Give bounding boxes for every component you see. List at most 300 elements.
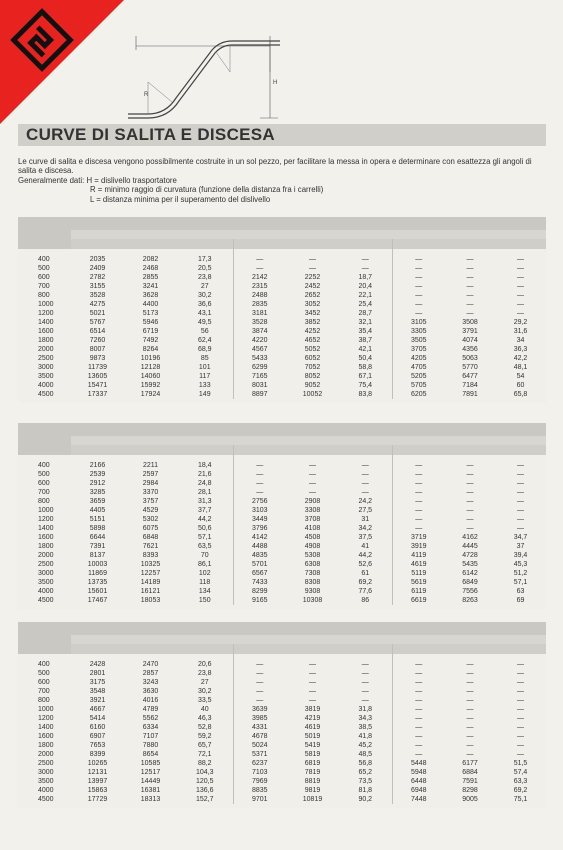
table-cell: 83,8	[339, 390, 392, 399]
table-cell: 7653	[71, 741, 124, 750]
table-cell: —	[495, 479, 546, 488]
table-cell: 5173	[124, 309, 177, 318]
table-cell: 3243	[124, 678, 177, 687]
table-cell: —	[445, 455, 495, 470]
diagram-label-h: H	[273, 80, 278, 86]
table-cell: 85	[177, 354, 233, 363]
angle-45-label	[445, 635, 495, 644]
angle-spacer	[233, 436, 286, 445]
table-spacer-row	[18, 804, 546, 808]
col-peso-header	[177, 445, 233, 455]
table-cell: 6644	[71, 533, 124, 542]
col-l-header	[233, 239, 286, 249]
angle-30-label	[286, 436, 339, 445]
intro-def-l: L = distanza minima per il superamento del dislivello	[90, 194, 271, 204]
table-cell: 57,4	[495, 768, 546, 777]
table-cell: 6848	[124, 533, 177, 542]
table-cell: 10308	[286, 596, 339, 605]
angle-spacer	[495, 635, 546, 644]
table-cell: —	[495, 291, 546, 300]
table-cell: 9165	[233, 596, 286, 605]
table-cell: 37,7	[177, 506, 233, 515]
angle-spacer	[495, 436, 546, 445]
table-cell: —	[495, 300, 546, 309]
table-cell: 77,6	[339, 587, 392, 596]
table-cell: 1800	[18, 336, 71, 345]
table-cell: 45,3	[495, 560, 546, 569]
table-cell: —	[495, 488, 546, 497]
table-cell: 2452	[286, 282, 339, 291]
table-cell: 5414	[71, 714, 124, 723]
table-row	[18, 381, 546, 390]
table-row	[18, 654, 546, 669]
table-cell: 56,8	[339, 759, 392, 768]
table-cell: 57,1	[177, 533, 233, 542]
table-cell: 4000	[18, 381, 71, 390]
table-cell: 15992	[124, 381, 177, 390]
table-cell: 2315	[233, 282, 286, 291]
table-cell: 7880	[124, 741, 177, 750]
table-row	[18, 786, 546, 795]
table-cell: 3919	[392, 542, 445, 551]
table-cell: 117	[177, 372, 233, 381]
table-cell: 65,7	[177, 741, 233, 750]
table-row	[18, 354, 546, 363]
table-cell: 6308	[286, 560, 339, 569]
table-cell: 600	[18, 273, 71, 282]
table-cell: 2000	[18, 345, 71, 354]
table-cell: 22,1	[339, 291, 392, 300]
table-cell: 24,8	[177, 479, 233, 488]
table-cell: 50,4	[339, 354, 392, 363]
header-row-1	[18, 217, 546, 230]
table-cell: 17337	[71, 390, 124, 399]
table-cell: —	[445, 282, 495, 291]
table-cell: 8007	[71, 345, 124, 354]
table-cell: 29,2	[495, 318, 546, 327]
table-spacer-cell	[18, 605, 546, 609]
table-cell: 7621	[124, 542, 177, 551]
table-cell: 120,5	[177, 777, 233, 786]
table-cell: —	[445, 488, 495, 497]
table-cell: 3659	[71, 497, 124, 506]
angle-spacer	[339, 230, 392, 239]
table-cell: —	[392, 750, 445, 759]
angle-spacer	[495, 230, 546, 239]
table-cell: 400	[18, 654, 71, 669]
table-cell: 3370	[124, 488, 177, 497]
table-cell: 134	[177, 587, 233, 596]
table-cell: —	[233, 696, 286, 705]
table-cell: —	[392, 497, 445, 506]
angle-spacer	[177, 436, 233, 445]
table-cell: 3181	[233, 309, 286, 318]
table-cell: 62,4	[177, 336, 233, 345]
table-cell: —	[286, 470, 339, 479]
table-cell: 36,6	[177, 300, 233, 309]
table-cell: —	[392, 273, 445, 282]
table-cell: —	[392, 654, 445, 669]
table-cell: 3985	[233, 714, 286, 723]
table-cell: 149	[177, 390, 233, 399]
table-cell: 69,2	[495, 786, 546, 795]
table-cell: 2597	[124, 470, 177, 479]
table-cell: —	[495, 506, 546, 515]
table-cell: 18313	[124, 795, 177, 804]
table-cell: 133	[177, 381, 233, 390]
table-cell: 500	[18, 669, 71, 678]
col-peso-header	[177, 644, 233, 654]
table-row	[18, 497, 546, 506]
table-cell: 4000	[18, 786, 71, 795]
table-cell: —	[339, 455, 392, 470]
table-row	[18, 506, 546, 515]
table-cell: 10819	[286, 795, 339, 804]
table-cell: 2984	[124, 479, 177, 488]
table-cell: 6448	[392, 777, 445, 786]
table-row	[18, 768, 546, 777]
table-cell: 27	[177, 282, 233, 291]
table-cell: 48,5	[339, 750, 392, 759]
table-cell: 150	[177, 596, 233, 605]
table-cell: —	[392, 470, 445, 479]
table-cell: 3508	[445, 318, 495, 327]
table-cell: 8299	[233, 587, 286, 596]
table-cell: 14060	[124, 372, 177, 381]
header-row-2	[18, 436, 546, 445]
table-cell: 3791	[445, 327, 495, 336]
table-cell: 4500	[18, 390, 71, 399]
table-cell: —	[392, 696, 445, 705]
table-cell: —	[495, 282, 546, 291]
table-row	[18, 273, 546, 282]
table-cell: 2409	[71, 264, 124, 273]
angle-spacer	[233, 230, 286, 239]
table-cell: 7969	[233, 777, 286, 786]
table-cell: 6719	[124, 327, 177, 336]
table-cell: —	[286, 249, 339, 264]
table-cell: 5021	[71, 309, 124, 318]
table-cell: —	[495, 524, 546, 533]
table-cell: —	[392, 291, 445, 300]
table-cell: 2000	[18, 551, 71, 560]
intro-def-r: R = minimo raggio di curvatura (funzione della distanza fra i carrelli)	[90, 185, 324, 195]
table-cell: 2428	[71, 654, 124, 669]
table-cell: 104,3	[177, 768, 233, 777]
table-cell: 14189	[124, 578, 177, 587]
table-cell: 4000	[18, 587, 71, 596]
table-row	[18, 705, 546, 714]
table-cell: 5151	[71, 515, 124, 524]
table-cell: —	[495, 654, 546, 669]
table-cell: 14449	[124, 777, 177, 786]
table-spacer-row	[18, 399, 546, 403]
col-peso-header	[339, 239, 392, 249]
table-cell: 4835	[233, 551, 286, 560]
h-column-header	[18, 423, 71, 455]
table-row	[18, 282, 546, 291]
table-cell: 7448	[392, 795, 445, 804]
table-cell: 37	[495, 542, 546, 551]
table-row	[18, 750, 546, 759]
table-cell: 86	[339, 596, 392, 605]
table-cell: —	[392, 515, 445, 524]
profile-table-3	[18, 622, 546, 808]
col-peso-header	[177, 239, 233, 249]
table-cell: 12131	[71, 768, 124, 777]
table-cell: —	[339, 479, 392, 488]
table-cell: 3449	[233, 515, 286, 524]
table-cell: 3103	[233, 506, 286, 515]
table-cell: 6849	[445, 578, 495, 587]
profile-label	[71, 622, 286, 635]
table-cell: —	[495, 669, 546, 678]
table-cell: 2908	[286, 497, 339, 506]
table-cell: 5205	[392, 372, 445, 381]
table-row	[18, 533, 546, 542]
header-row-2	[18, 635, 546, 644]
table-cell: —	[495, 455, 546, 470]
table-cell: 18,7	[339, 273, 392, 282]
table-row	[18, 488, 546, 497]
table-cell: 12257	[124, 569, 177, 578]
table-row	[18, 687, 546, 696]
table-row	[18, 777, 546, 786]
table-cell: 2756	[233, 497, 286, 506]
table-cell: 5898	[71, 524, 124, 533]
table-cell: 4356	[445, 345, 495, 354]
angle-spacer	[392, 635, 445, 644]
col-l-header	[233, 644, 286, 654]
table-cell: 7103	[233, 768, 286, 777]
angle-spacer	[339, 436, 392, 445]
table-cell: 2652	[286, 291, 339, 300]
table-cell: —	[495, 705, 546, 714]
table-cell: 6334	[124, 723, 177, 732]
table-cell: 20,4	[339, 282, 392, 291]
table-cell: 3000	[18, 768, 71, 777]
angle-30-label	[286, 230, 339, 239]
intro-def-h: H = dislivello trasportatore	[86, 175, 177, 185]
intro-def-l-line	[18, 195, 548, 204]
table-row	[18, 578, 546, 587]
h-column-header	[18, 217, 71, 249]
table-cell: —	[445, 264, 495, 273]
table-cell: 700	[18, 488, 71, 497]
table-cell: 3708	[286, 515, 339, 524]
table-cell: 4500	[18, 596, 71, 605]
table-cell: 54	[495, 372, 546, 381]
table-cell: 81,8	[339, 786, 392, 795]
table-cell: 68,9	[177, 345, 233, 354]
table-cell: 31	[339, 515, 392, 524]
table-cell: —	[339, 678, 392, 687]
table-cell: 1200	[18, 309, 71, 318]
table-cell: —	[286, 455, 339, 470]
table-cell: —	[392, 732, 445, 741]
table-cell: —	[495, 273, 546, 282]
table-cell: 5705	[392, 381, 445, 390]
table-cell: —	[392, 714, 445, 723]
table-cell: 3175	[71, 678, 124, 687]
table-cell: 4678	[233, 732, 286, 741]
table-cell: —	[445, 705, 495, 714]
table-cell: 5063	[445, 354, 495, 363]
table-cell: 7391	[71, 542, 124, 551]
table-cell: 24,2	[339, 497, 392, 506]
table-cell: 8263	[445, 596, 495, 605]
table-cell: 5562	[124, 714, 177, 723]
table-cell: 6619	[392, 596, 445, 605]
table-cell: 3155	[71, 282, 124, 291]
table-cell: 38,7	[339, 336, 392, 345]
table-cell: 4529	[124, 506, 177, 515]
intro-data-label: Generalmente dati:	[18, 175, 85, 185]
table-cell: 69	[495, 596, 546, 605]
table-cell: —	[495, 687, 546, 696]
table-cell: —	[392, 488, 445, 497]
table-cell: —	[233, 479, 286, 488]
table-cell: 3819	[286, 705, 339, 714]
table-cell: 6567	[233, 569, 286, 578]
table-cell: 40	[177, 705, 233, 714]
table-cell: 8264	[124, 345, 177, 354]
table-cell: 700	[18, 282, 71, 291]
table-cell: 6177	[445, 759, 495, 768]
profile-label	[71, 423, 286, 436]
table-cell: —	[392, 282, 445, 291]
table-cell: 2801	[71, 669, 124, 678]
table-cell: 9873	[71, 354, 124, 363]
table-cell: 1200	[18, 515, 71, 524]
intro-def-h-line	[18, 176, 548, 185]
table-row	[18, 696, 546, 705]
table-row	[18, 345, 546, 354]
table-row	[18, 309, 546, 318]
table-cell: —	[495, 249, 546, 264]
table-cell: —	[445, 741, 495, 750]
table-cell: 2500	[18, 759, 71, 768]
table-cell: 3241	[124, 282, 177, 291]
table-cell: 8819	[286, 777, 339, 786]
table-cell: 2470	[124, 654, 177, 669]
table-cell: 400	[18, 455, 71, 470]
table-cell: 38,5	[339, 723, 392, 732]
table-cell: 42,2	[495, 354, 546, 363]
table-cell: 3852	[286, 318, 339, 327]
table-cell: —	[445, 497, 495, 506]
table-cell: —	[339, 488, 392, 497]
table-cell: —	[445, 470, 495, 479]
curve-diagram	[120, 28, 300, 123]
table-cell: 5619	[392, 578, 445, 587]
table-cell: 3105	[392, 318, 445, 327]
table-cell: 2000	[18, 750, 71, 759]
table-cell: 51,2	[495, 569, 546, 578]
header-row-3	[18, 644, 546, 654]
table-row	[18, 363, 546, 372]
table-cell: —	[286, 678, 339, 687]
table-cell: —	[392, 249, 445, 264]
corner-logo-banner	[0, 0, 124, 124]
angle-spacer	[177, 230, 233, 239]
table-cell: 9308	[286, 587, 339, 596]
table-cell: 17,3	[177, 249, 233, 264]
table-cell: —	[495, 741, 546, 750]
table-cell: 44,2	[339, 551, 392, 560]
table-cell: 2142	[233, 273, 286, 282]
angle-spacer	[392, 436, 445, 445]
table-cell: 4789	[124, 705, 177, 714]
table-cell: —	[445, 524, 495, 533]
table-cell: 4331	[233, 723, 286, 732]
table-cell: —	[233, 249, 286, 264]
table-cell: 6142	[445, 569, 495, 578]
table-cell: 1600	[18, 327, 71, 336]
table-cell: 63,5	[177, 542, 233, 551]
table-cell: 10196	[124, 354, 177, 363]
table-cell: 7107	[124, 732, 177, 741]
table-cell: 136,6	[177, 786, 233, 795]
table-cell: 65,8	[495, 390, 546, 399]
table-cell: 4667	[71, 705, 124, 714]
table-cell: 6819	[286, 759, 339, 768]
table-cell: 2912	[71, 479, 124, 488]
table-cell: 44,2	[177, 515, 233, 524]
table-cell: 11869	[71, 569, 124, 578]
table-row	[18, 678, 546, 687]
table-cell: —	[286, 488, 339, 497]
col-s-header	[445, 445, 495, 455]
table-cell: —	[445, 309, 495, 318]
table-cell: 4016	[124, 696, 177, 705]
table-row	[18, 560, 546, 569]
table-cell: 5819	[286, 750, 339, 759]
table-row	[18, 551, 546, 560]
table-cell: 102	[177, 569, 233, 578]
table-cell: 65,2	[339, 768, 392, 777]
table-row	[18, 795, 546, 804]
table-cell: 3639	[233, 705, 286, 714]
table-cell: —	[495, 714, 546, 723]
table-cell: 75,1	[495, 795, 546, 804]
table-cell: 7308	[286, 569, 339, 578]
table-cell: 36,3	[495, 345, 546, 354]
table-cell: 6907	[71, 732, 124, 741]
table-cell: 13997	[71, 777, 124, 786]
angle-15-label	[124, 230, 177, 239]
h-column-header	[18, 622, 71, 654]
table-row	[18, 479, 546, 488]
table-cell: 6052	[286, 354, 339, 363]
table-cell: —	[495, 309, 546, 318]
table-row	[18, 542, 546, 551]
intro-def-r-line	[18, 185, 548, 194]
intro-paragraph-1: Le curve di salita e discesa vengono possibilmente costruite in un sol pezzo, per facilitare la messa in opera e determinare con esattezza gli angoli di	[18, 157, 532, 166]
table-cell: —	[392, 524, 445, 533]
table-cell: —	[445, 515, 495, 524]
table-cell: 7433	[233, 578, 286, 587]
table-cell: 7819	[286, 768, 339, 777]
table-cell: 17924	[124, 390, 177, 399]
table-cell: 101	[177, 363, 233, 372]
col-peso-header	[495, 445, 546, 455]
angle-15-label	[124, 436, 177, 445]
table-cell: 8897	[233, 390, 286, 399]
page-title: CURVE DI SALITA E DISCESA	[26, 125, 275, 144]
table-cell: 70	[177, 551, 233, 560]
table-cell: —	[445, 506, 495, 515]
